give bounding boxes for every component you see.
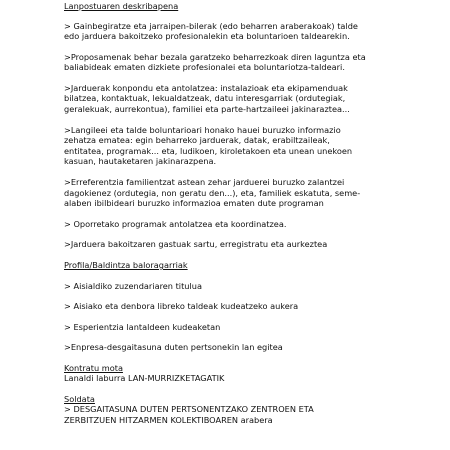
salary-value: > DESGAITASUNA DUTEN PERTSONENTZAKO ZENTROEN ETA ZERBITZUEN HITZARMEN KOLEKTIBOAREN arabera <box>64 404 314 426</box>
section-heading-contract-type: Kontratu mota <box>64 362 123 373</box>
section-heading-salary: Soldata <box>64 393 95 404</box>
description-item-inform-staff: >Langileei eta talde boluntarioari honako hauei buruzko informazio zehatza ematea: egin beharreko jarduerak, datak, erabiltzaileak, entitatea, programak... eta, ludikoen, kiroletakoen eta unean unekoen kasuan, hautaketaren jakinarazpena. <box>64 124 353 167</box>
description-item-resources: >Proposamenak behar bezala garatzeko beharrezkoak diren laguntza eta baliabideak ematen dizkiete profesionalei eta boluntariotza-taldeari. <box>64 51 366 73</box>
description-item-expenses: >Jarduera bakoitzaren gastuak sartu, erregistratu eta aurkeztea <box>64 239 328 250</box>
profile-item-leisure-groups: > Aisiako eta denbora libreko taldeak kudeatzeko aukera <box>64 301 299 312</box>
job-description-document <box>64 1 394 426</box>
contract-type-value: Lanaldi laburra LAN-MURRIZKETAGATIK <box>64 373 225 384</box>
profile-item-team-management: > Esperientzia lantaldeen kudeaketan <box>64 321 221 332</box>
profile-item-director-title: > Aisialdiko zuzendariaren titulua <box>64 280 202 291</box>
description-item-family-reference: >Erreferentzia familientzat astean zehar jarduerei buruzko zalantzei dagokienez (ordutegia, non geratu den...), eta, familiek eskatuta, seme- alaben ibilbideari buruzko informazioa ematen dute programan <box>64 177 361 209</box>
profile-item-disability-work: >Enpresa-desgaitasuna duten pertsonekin lan egitea <box>64 342 283 353</box>
section-heading-job-description: Lanpostuaren deskribapena <box>64 1 179 11</box>
description-item-organize-activities: >Jarduerak konpondu eta antolatzea: instalazioak eta ekipamenduak bilatzea, kontaktuak, lekualdatzeak, datu interesgarriak (ordutegiak, geralekuak, aurrekontua), familiei eta parte-hartzaileei jakinaraztea... <box>64 82 350 115</box>
section-heading-profile: Profila/Baldintza baloragarriak <box>64 260 188 270</box>
description-item-holiday-programs: > Oporretako programak antolatzea eta koordinatzea. <box>64 218 287 229</box>
description-item-meetings: > Gainbegiratze eta jarraipen-bilerak (edo beharren araberakoak) talde edo jarduera bakoitzeko profesionalekin eta boluntarioen taldearekin. <box>64 20 358 42</box>
